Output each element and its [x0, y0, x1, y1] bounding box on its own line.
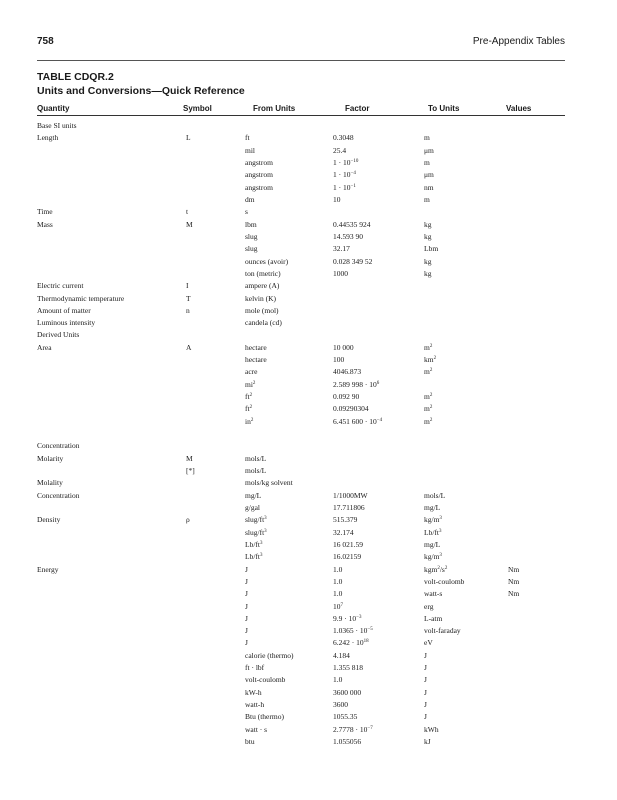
- cell-from-units: slug/$ft^3$: [245, 527, 267, 537]
- cell-from-units: kW-h: [245, 687, 262, 697]
- cell-from-units: ft · lbf: [245, 663, 265, 673]
- cell-to-units: mols/L: [424, 490, 446, 500]
- cell-to-units: μm: [424, 145, 434, 155]
- cell-to-units: m: [424, 133, 430, 143]
- cell-from-units: volt-coulomb: [245, 675, 286, 685]
- cell-to-units: $m^2$: [424, 404, 433, 414]
- cell-to-units: $Lb/ft^3$: [424, 527, 442, 537]
- cell-from-units: Btu (thermo): [245, 712, 284, 722]
- cell-quantity: Area: [37, 342, 52, 352]
- cell-factor: $1.0365 \cdot 10^{-5}$: [333, 626, 373, 636]
- cell-to-units: J: [424, 687, 427, 697]
- cell-symbol: T: [186, 293, 191, 303]
- cell-quantity: Electric current: [37, 281, 84, 291]
- cell-from-units: g/gal: [245, 502, 260, 512]
- cell-from-units: $ft^2$: [245, 392, 253, 401]
- cell-factor: 0.09290304: [333, 404, 369, 414]
- cell-factor: $1 \cdot 10^{-10}$: [333, 158, 359, 167]
- cell-from-units: J: [245, 589, 248, 599]
- cell-from-units: mols/L: [245, 466, 267, 475]
- cell-factor: $6.242 \cdot 10^{18}$: [333, 638, 369, 648]
- cell-to-units: mg/L: [424, 502, 441, 512]
- cell-symbol: L: [186, 133, 191, 143]
- cell-from-units: J: [245, 638, 248, 648]
- cell-symbol: A: [186, 342, 192, 352]
- cell-symbol: M: [186, 219, 193, 229]
- cell-factor: 1.0: [333, 564, 343, 574]
- table-label: TABLE CDQR.2: [37, 71, 114, 83]
- cell-factor: 100: [333, 355, 345, 365]
- cell-to-units: $m^2$: [424, 392, 433, 401]
- cell-quantity: Length: [37, 133, 59, 143]
- cell-to-units: kg: [424, 268, 432, 278]
- cell-to-units: mg/L: [424, 539, 441, 549]
- cell-to-units: J: [424, 700, 427, 709]
- cell-from-units: ounces (avoir): [245, 256, 289, 266]
- cell-from-units: J: [245, 613, 248, 623]
- cell-from-units: $mi^2$: [245, 379, 256, 389]
- column-header-from-units: From Units: [253, 104, 296, 113]
- cell-to-units: nm: [424, 182, 434, 192]
- cell-symbol: ρ: [186, 515, 190, 525]
- cell-to-units: $kg/m^3$: [424, 515, 442, 525]
- cell-from-units: J: [245, 626, 248, 636]
- cell-from-units: hectare: [245, 355, 267, 365]
- cell-to-units: J: [424, 663, 427, 673]
- cell-from-units: hectare: [245, 342, 267, 352]
- cell-factor: $9.9 \cdot 10^{-3}$: [333, 613, 362, 623]
- cell-from-units: slug: [245, 231, 258, 241]
- cell-to-units: $m^2$: [424, 342, 433, 352]
- cell-values: Nm: [508, 589, 520, 599]
- cell-factor: 1000: [333, 268, 348, 278]
- cell-from-units: slug: [245, 244, 258, 254]
- cell-symbol: [*]: [186, 466, 195, 475]
- cell-from-units: mg/L: [245, 490, 262, 500]
- cell-from-units: slug/$ft^3$: [245, 515, 267, 525]
- cell-from-units: watt · s: [245, 724, 268, 734]
- cell-quantity: Concentration: [37, 490, 80, 500]
- cell-from-units: ampere (A): [245, 281, 280, 291]
- cell-factor: 3600: [333, 700, 348, 709]
- cell-from-units: lbm: [245, 219, 257, 229]
- cell-factor: 17.711806: [333, 502, 365, 512]
- cell-to-units: $m^2$: [424, 416, 433, 426]
- cell-factor: 10 000: [333, 342, 354, 352]
- cell-symbol: I: [186, 281, 189, 291]
- cell-from-units: candela (cd): [245, 318, 282, 328]
- cell-quantity: Amount of matter: [37, 305, 91, 315]
- cell-to-units: watt-s: [424, 589, 443, 599]
- cell-to-units: kJ: [424, 737, 431, 746]
- cell-factor: 32.174: [333, 527, 354, 537]
- cell-from-units: mole (mol): [245, 305, 279, 315]
- cell-from-units: $in^2$: [245, 416, 254, 426]
- cell-to-units: $m^2$: [424, 367, 433, 377]
- cell-from-units: mols/kg solvent: [245, 478, 293, 488]
- table-caption: Units and Conversions—Quick Reference: [37, 85, 245, 97]
- cell-factor: 3600 000: [333, 687, 362, 697]
- cell-from-units: mols/L: [245, 453, 267, 463]
- cell-from-units: J: [245, 576, 248, 586]
- cell-factor: $10^7$: [333, 601, 343, 611]
- cell-factor: 32.17: [333, 244, 350, 254]
- cell-factor: 0.3048: [333, 133, 354, 143]
- cell-to-units: $kg/m^3$: [424, 552, 442, 562]
- cell-from-units: $Lb/ft^3$: [245, 539, 263, 549]
- cell-quantity: Density: [37, 515, 61, 525]
- cell-factor: 4046.873: [333, 367, 362, 377]
- cell-to-units: $km^2$: [424, 355, 437, 365]
- cell-symbol: n: [186, 305, 190, 315]
- cell-from-units: btu: [245, 737, 255, 746]
- cell-from-units: acre: [245, 367, 258, 377]
- cell-to-units: volt-faraday: [424, 626, 461, 636]
- cell-factor: $1 \cdot 10^{-1}$: [333, 182, 356, 192]
- cell-from-units: angstrom: [245, 182, 273, 192]
- cell-quantity: Base SI units: [37, 121, 77, 130]
- cell-values: Nm: [508, 576, 520, 586]
- cell-symbol: M: [186, 453, 193, 463]
- cell-to-units: m: [424, 194, 430, 204]
- cell-from-units: watt-h: [245, 700, 265, 709]
- cell-to-units: J: [424, 675, 427, 685]
- cell-to-units: J: [424, 650, 427, 660]
- cell-factor: 1055.35: [333, 712, 358, 722]
- cell-quantity: Thermodynamic temperature: [37, 293, 125, 303]
- column-header-factor: Factor: [345, 104, 370, 113]
- cell-from-units: ft: [245, 133, 250, 143]
- cell-from-units: $ft^2$: [245, 404, 253, 414]
- column-header-to-units: To Units: [428, 104, 460, 113]
- cell-quantity: Energy: [37, 564, 59, 574]
- cell-to-units: Lbm: [424, 244, 439, 254]
- cell-factor: 4.184: [333, 650, 350, 660]
- cell-to-units: kg: [424, 231, 432, 241]
- cell-to-units: $kgm^2/s^2$: [424, 564, 448, 574]
- cell-factor: 1.0: [333, 576, 343, 586]
- cell-quantity: Derived Units: [37, 330, 80, 340]
- cell-from-units: angstrom: [245, 158, 273, 167]
- cell-from-units: kelvin (K): [245, 293, 277, 303]
- cell-factor: 25.4: [333, 145, 347, 155]
- cell-to-units: m: [424, 158, 430, 167]
- cell-from-units: angstrom: [245, 170, 273, 180]
- column-header-values: Values: [506, 104, 532, 113]
- cell-factor: 0.44535 924: [333, 219, 371, 229]
- cell-quantity: Molarity: [37, 453, 64, 463]
- column-header-symbol: Symbol: [183, 104, 212, 113]
- cell-from-units: ton (metric): [245, 268, 281, 278]
- cell-to-units: erg: [424, 601, 434, 611]
- cell-factor: $1 \cdot 10^{-4}$: [333, 170, 356, 180]
- cell-quantity: Luminous intensity: [37, 318, 96, 328]
- cell-quantity: Time: [37, 207, 53, 217]
- cell-to-units: kWh: [424, 724, 439, 734]
- cell-quantity: Concentration: [37, 441, 80, 451]
- cell-from-units: s: [245, 207, 248, 217]
- cell-factor: 16 021.59: [333, 539, 363, 549]
- cell-from-units: calorie (thermo): [245, 650, 294, 660]
- cell-factor: 1.055056: [333, 737, 362, 746]
- column-header-quantity: Quantity: [37, 104, 70, 113]
- cell-to-units: volt-coulomb: [424, 576, 465, 586]
- cell-factor: 6.451 $600 \cdot 10^{-4}$: [333, 416, 383, 426]
- cell-to-units: eV: [424, 638, 433, 648]
- cell-factor: 10: [333, 194, 341, 204]
- cell-to-units: kg: [424, 219, 432, 229]
- cell-symbol: t: [186, 207, 189, 217]
- cell-factor: $2.7778 \cdot 10^{-7}$: [333, 724, 373, 734]
- cell-quantity: Mass: [37, 219, 53, 229]
- cell-factor: 2.589 $998 \cdot 10^6$: [333, 379, 380, 389]
- cell-factor: 0.028 349 52: [333, 256, 373, 266]
- cell-from-units: $Lb/ft^3$: [245, 552, 263, 562]
- cell-to-units: μm: [424, 170, 434, 180]
- cell-factor: 1/1000MW: [333, 490, 368, 500]
- cell-from-units: J: [245, 564, 248, 574]
- cell-values: Nm: [508, 564, 520, 574]
- cell-quantity: Molality: [37, 478, 63, 488]
- running-title: Pre-Appendix Tables: [472, 36, 565, 47]
- cell-factor: 14.593 90: [333, 231, 363, 241]
- cell-from-units: mil: [245, 145, 256, 155]
- cell-factor: 1.0: [333, 675, 343, 685]
- page-number: 758: [37, 36, 54, 47]
- cell-factor: 1.0: [333, 589, 343, 599]
- cell-factor: 16.02159: [333, 552, 362, 562]
- cell-factor: 1.355 818: [333, 663, 363, 673]
- cell-to-units: J: [424, 712, 427, 722]
- cell-from-units: dm: [245, 194, 255, 204]
- cell-from-units: J: [245, 601, 248, 611]
- cell-to-units: kg: [424, 256, 432, 266]
- cell-factor: 0.092 90: [333, 392, 360, 401]
- cell-factor: 515.379: [333, 515, 358, 525]
- cell-to-units: L-atm: [424, 613, 443, 623]
